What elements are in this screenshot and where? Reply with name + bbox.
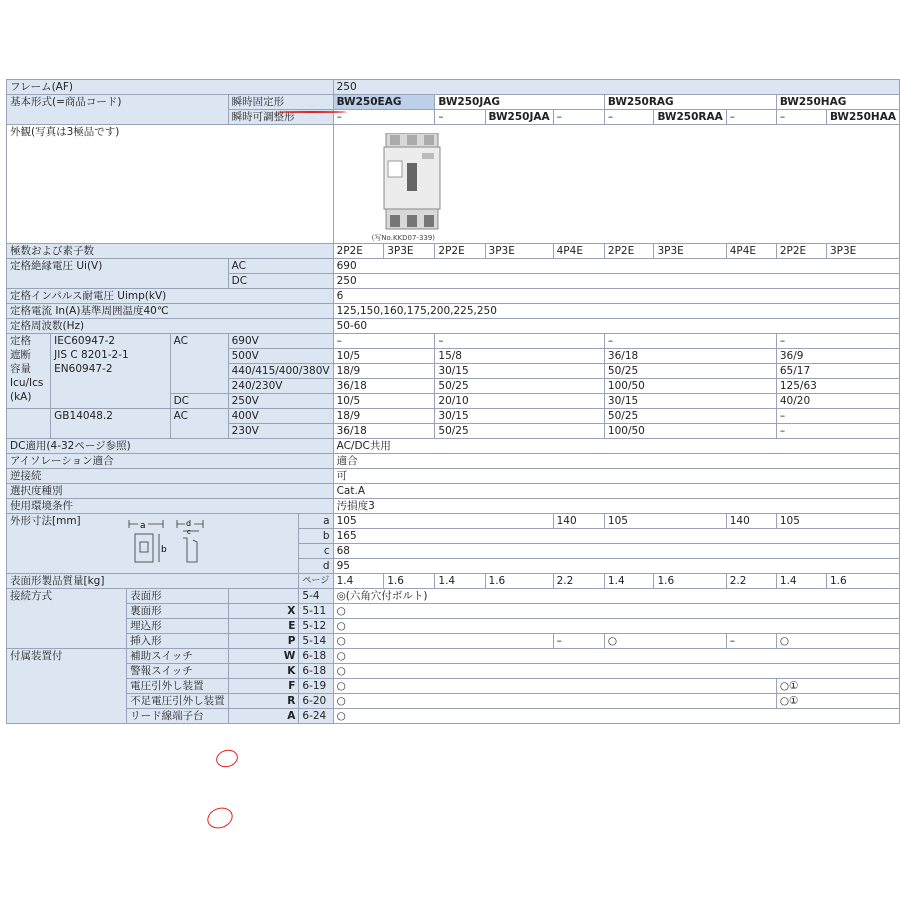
dim-fig-d: d	[186, 519, 192, 528]
selectivity-value: Cat.A	[333, 484, 899, 499]
accessory-value: ○	[333, 664, 899, 679]
breaking-cell: –	[776, 424, 899, 439]
accessory-value: ○	[333, 649, 899, 664]
mass-row	[7, 574, 900, 589]
accessory-page: 6-18	[299, 664, 333, 679]
dim-a-value: 105	[776, 514, 899, 529]
standard-en: EN60947-2	[54, 363, 113, 375]
spec-table	[6, 79, 900, 724]
connection-row	[7, 604, 900, 619]
breaking-cell: 36/18	[333, 379, 435, 394]
adjustable-cell: –	[333, 110, 435, 125]
connection-value: ◎(六角穴付ボルト)	[333, 589, 899, 604]
page-header: ページ	[299, 574, 333, 589]
accessory-value: ○	[333, 709, 899, 724]
standard-jis: JIS C 8201-2-1	[54, 349, 129, 361]
breaking-ac-label: AC	[170, 334, 228, 394]
breaking-cell: 100/50	[604, 379, 776, 394]
accessory-code: A	[228, 709, 299, 724]
insulation-ac-row	[7, 259, 900, 274]
accessory-name: 補助スイッチ	[127, 649, 229, 664]
connection-page: 5-11	[299, 604, 333, 619]
current-label: 定格電流 In(A)基準周囲温度40℃	[7, 304, 334, 319]
accessory-name: 警報スイッチ	[127, 664, 229, 679]
breaking-cell: 36/18	[604, 349, 776, 364]
mass-label: 表面形製品質量[kg]	[7, 574, 299, 589]
breaking-dc-label: DC	[170, 394, 228, 409]
connection-code: P	[228, 634, 299, 649]
frequency-row	[7, 319, 900, 334]
breaking-row	[7, 334, 900, 349]
voltage-label: 500V	[228, 349, 333, 364]
standard-iec: IEC60947-2	[54, 335, 116, 347]
accessory-page: 6-18	[299, 649, 333, 664]
insulation-dc-label: DC	[228, 274, 333, 289]
breaking-cell: –	[333, 334, 435, 349]
breaking-cell: 30/15	[435, 409, 605, 424]
accessory-code: W	[228, 649, 299, 664]
dimension-figure	[125, 518, 235, 568]
dim-fig-c: c	[187, 528, 191, 536]
reverse-label: 逆接続	[7, 469, 334, 484]
isolation-value: 適合	[333, 454, 899, 469]
selectivity-row	[7, 484, 900, 499]
accessory-row	[7, 709, 900, 724]
accessory-row	[7, 649, 900, 664]
accessory-page: 6-24	[299, 709, 333, 724]
poles-cell: 4P4E	[553, 244, 604, 259]
fixed-type-label: 瞬時固定形	[228, 95, 333, 110]
breaking-cell: –	[776, 409, 899, 424]
connection-page: 5-14	[299, 634, 333, 649]
breaking-cell: 18/9	[333, 409, 435, 424]
base-form-fixed-row	[7, 95, 900, 110]
dimensions-label: 外形寸法[mm]	[10, 515, 81, 527]
insulation-label: 定格絶縁電圧 Ui(V)	[7, 259, 229, 289]
dc-use-value: AC/DC共用	[333, 439, 899, 454]
breaking-cell: 30/15	[435, 364, 605, 379]
connection-code: X	[228, 604, 299, 619]
breaking-cell: –	[604, 334, 776, 349]
connection-label: 接続方式	[7, 589, 127, 649]
accessory-code: R	[228, 694, 299, 709]
mass-cell: 1.4	[776, 574, 826, 589]
breaking-cell: 20/10	[435, 394, 605, 409]
breaking-cell: 50/25	[604, 364, 776, 379]
accessories-label: 付属装置付	[7, 649, 127, 724]
poles-cell: 3P3E	[826, 244, 899, 259]
accessory-row	[7, 694, 900, 709]
breaking-cell: 18/9	[333, 364, 435, 379]
connection-code	[228, 589, 299, 604]
accessory-name: 不足電圧引外し装置	[127, 694, 229, 709]
connection-value: –	[553, 634, 604, 649]
frame-row	[7, 80, 900, 95]
voltage-label: 230V	[228, 424, 333, 439]
connection-value: ○	[333, 604, 899, 619]
model-rag: BW250RAG	[604, 95, 776, 110]
adjustable-type-label: 瞬時可調整形	[228, 110, 333, 125]
dim-a-label: a	[299, 514, 333, 529]
breaking-line: 定格	[10, 335, 31, 347]
poles-label: 極数および素子数	[7, 244, 334, 259]
breaking-line: 容量	[10, 363, 31, 375]
mass-cell: 2.2	[726, 574, 776, 589]
frequency-value: 50-60	[333, 319, 899, 334]
mass-cell: 1.6	[384, 574, 435, 589]
adjustable-cell: –	[553, 110, 604, 125]
model-eag: BW250EAG	[333, 95, 435, 110]
connection-name: 表面形	[127, 589, 229, 604]
breaking-cell: 50/25	[435, 379, 605, 394]
dim-c-value: 68	[333, 544, 899, 559]
reverse-row	[7, 469, 900, 484]
poles-cell: 2P2E	[333, 244, 384, 259]
frame-label: フレーム(AF)	[7, 80, 334, 95]
accessory-code: K	[228, 664, 299, 679]
accessory-row	[7, 679, 900, 694]
reverse-value: 可	[333, 469, 899, 484]
isolation-label: アイソレーション適合	[7, 454, 334, 469]
frequency-label: 定格周波数(Hz)	[7, 319, 334, 334]
adjustable-cell: BW250JAA	[485, 110, 553, 125]
dim-b-label: b	[299, 529, 333, 544]
current-row	[7, 304, 900, 319]
breaking-cell: 40/20	[776, 394, 899, 409]
current-value: 125,150,160,175,200,225,250	[333, 304, 899, 319]
mass-cell: 1.6	[485, 574, 553, 589]
accessory-page: 6-20	[299, 694, 333, 709]
breaking-cell: 10/5	[333, 394, 435, 409]
voltage-label: 690V	[228, 334, 333, 349]
poles-cell: 3P3E	[654, 244, 726, 259]
insulation-dc-value: 250	[333, 274, 899, 289]
dc-use-row	[7, 439, 900, 454]
adjustable-cell: BW250RAA	[654, 110, 726, 125]
connection-row	[7, 619, 900, 634]
accessory-value: ○①	[776, 679, 899, 694]
appearance-label: 外観(写真は3極品です)	[7, 125, 334, 244]
accessory-row	[7, 664, 900, 679]
accessory-name: リード線端子台	[127, 709, 229, 724]
insulation-ac-label: AC	[228, 259, 333, 274]
connection-row	[7, 634, 900, 649]
accessory-code: F	[228, 679, 299, 694]
mass-cell: 1.4	[604, 574, 654, 589]
breaking-ac2-label: AC	[170, 409, 228, 439]
red-underline-annotation	[277, 111, 347, 113]
breaking-cell: 125/63	[776, 379, 899, 394]
isolation-row	[7, 454, 900, 469]
poles-cell: 4P4E	[726, 244, 776, 259]
dim-a-value: 105	[604, 514, 726, 529]
connection-name: 挿入形	[127, 634, 229, 649]
mass-cell: 1.6	[826, 574, 899, 589]
voltage-label: 240/230V	[228, 379, 333, 394]
frame-value: 250	[333, 80, 899, 95]
dim-a-value: 140	[553, 514, 604, 529]
photo-caption: (写No.KKD07-339)	[371, 234, 436, 242]
breaker-photo	[380, 133, 444, 231]
accessory-page: 6-19	[299, 679, 333, 694]
dim-b-value: 165	[333, 529, 899, 544]
impulse-value: 6	[333, 289, 899, 304]
connection-name: 裏面形	[127, 604, 229, 619]
poles-cell: 3P3E	[485, 244, 553, 259]
connection-value: ○	[333, 619, 899, 634]
breaking-cell: 10/5	[333, 349, 435, 364]
breaking-line: (kA)	[10, 391, 32, 403]
poles-cell: 2P2E	[776, 244, 826, 259]
connection-page: 5-4	[299, 589, 333, 604]
breaking-cell: 65/17	[776, 364, 899, 379]
breaking-cell: –	[435, 334, 605, 349]
breaking-cell: 15/8	[435, 349, 605, 364]
appearance-row	[7, 125, 900, 244]
adjustable-cell: –	[604, 110, 654, 125]
mass-cell: 1.4	[333, 574, 384, 589]
accessory-value: ○	[333, 679, 776, 694]
insulation-ac-value: 690	[333, 259, 899, 274]
dim-a-value: 140	[726, 514, 776, 529]
breaking-cell: 30/15	[604, 394, 776, 409]
environment-value: 汚損度3	[333, 499, 899, 514]
poles-cell: 2P2E	[604, 244, 654, 259]
breaking-line: Icu/Ics	[10, 377, 44, 389]
breaking-row	[7, 409, 900, 424]
connection-name: 埋込形	[127, 619, 229, 634]
base-form-label: 基本形式(=商品コード)	[7, 95, 229, 125]
breaking-cell: –	[776, 334, 899, 349]
dim-a-value: 105	[333, 514, 553, 529]
dim-fig-a: a	[140, 521, 146, 531]
dimension-a-row	[7, 514, 900, 529]
dc-use-label: DC適用(4-32ページ参照)	[7, 439, 334, 454]
selectivity-label: 選択度種別	[7, 484, 334, 499]
red-circle-annotation	[214, 747, 240, 769]
breaking-cell: 100/50	[604, 424, 776, 439]
breaking-cell: 50/25	[435, 424, 605, 439]
dim-d-value: 95	[333, 559, 899, 574]
mass-cell: 1.4	[435, 574, 485, 589]
standard-gb: GB14048.2	[51, 409, 170, 439]
breaking-line: 遮断	[10, 349, 31, 361]
adjustable-cell: –	[435, 110, 485, 125]
voltage-label: 250V	[228, 394, 333, 409]
mass-cell: 2.2	[553, 574, 604, 589]
connection-page: 5-12	[299, 619, 333, 634]
adjustable-cell: –	[726, 110, 776, 125]
poles-row	[7, 244, 900, 259]
model-hag: BW250HAG	[776, 95, 899, 110]
breaking-cell: 36/9	[776, 349, 899, 364]
accessory-name: 電圧引外し装置	[127, 679, 229, 694]
red-circle-annotation	[204, 804, 235, 832]
connection-value: –	[726, 634, 776, 649]
voltage-label: 400V	[228, 409, 333, 424]
dim-fig-b: b	[161, 545, 167, 555]
connection-row	[7, 589, 900, 604]
model-jag: BW250JAG	[435, 95, 605, 110]
adjustable-cell: –	[776, 110, 826, 125]
connection-value: ○	[776, 634, 899, 649]
poles-cell: 2P2E	[435, 244, 485, 259]
environment-label: 使用環境条件	[7, 499, 334, 514]
breaking-cell: 36/18	[333, 424, 435, 439]
impulse-label: 定格インパルス耐電圧 Uimp(kV)	[7, 289, 334, 304]
voltage-label: 440/415/400/380V	[228, 364, 333, 379]
accessory-value: ○	[333, 694, 776, 709]
accessory-value: ○①	[776, 694, 899, 709]
poles-cell: 3P3E	[384, 244, 435, 259]
connection-value: ○	[333, 634, 553, 649]
impulse-row	[7, 289, 900, 304]
dim-c-label: c	[299, 544, 333, 559]
connection-code: E	[228, 619, 299, 634]
connection-value: ○	[604, 634, 726, 649]
mass-cell: 1.6	[654, 574, 726, 589]
breaking-cell: 50/25	[604, 409, 776, 424]
dim-d-label: d	[299, 559, 333, 574]
environment-row	[7, 499, 900, 514]
adjustable-cell: BW250HAA	[826, 110, 899, 125]
